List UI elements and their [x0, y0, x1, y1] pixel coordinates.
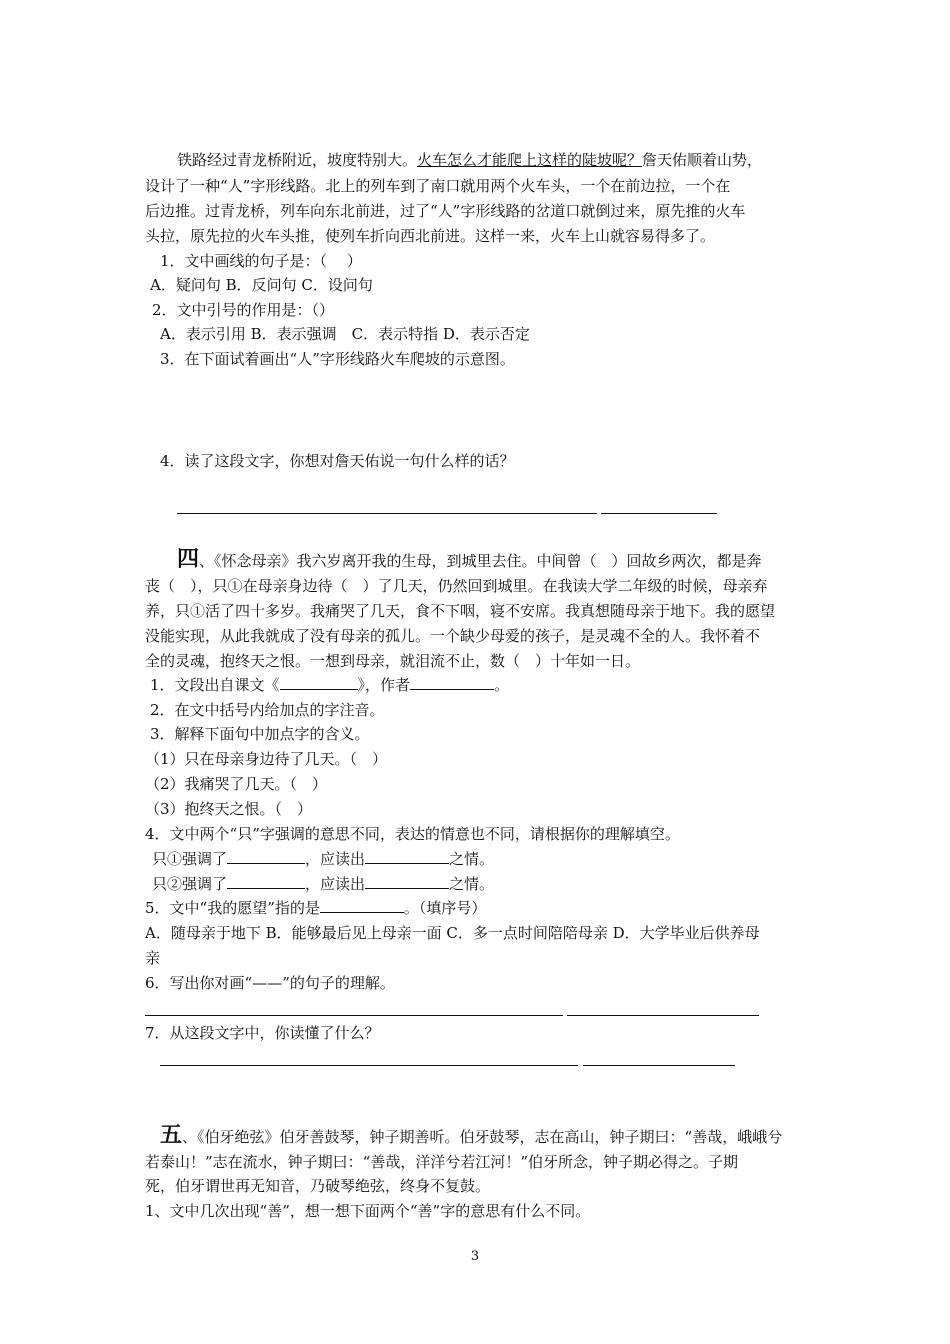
fill-blank[interactable]	[365, 872, 449, 889]
s4-question-7: 7．从这段文字中，你读懂了什么？	[145, 1024, 380, 1042]
s3-para-line-1	[177, 148, 857, 172]
page-number: 3	[470, 1249, 480, 1264]
s4-para-line-3: 养，只①活了四十多岁。我痛哭了几天，食不下咽，寝不安席。我真想随母亲于地下。我的愿望	[145, 602, 776, 620]
s3-answer-line[interactable]	[601, 513, 717, 514]
s5-para-text: 、《伯牙绝弦》伯牙善鼓琴，钟子期善听。伯牙鼓琴，志在高山，钟子期曰：“善哉，峨峨兮	[182, 1128, 783, 1146]
s4-question-3-1: （1）只在母亲身边待了几天。（ ）	[145, 750, 388, 768]
s5-para-line-2: 若泰山！”志在流水，钟子期曰：“善哉，洋洋兮若江河！”伯牙所念，钟子期必得之。子期	[145, 1153, 739, 1171]
s4-q7-answer-line[interactable]	[583, 1065, 735, 1066]
s4-question-4: 4．文中两个“只”字强调的意思不同，表达的情意也不同，请根据你的理解填空。	[145, 825, 680, 843]
s3-para-line-2: 设计了一种“人”字形线路。北上的列车到了南口就用两个火车头，一个在前边拉，一个在	[145, 177, 731, 195]
s4-q4-text: ，应读出	[305, 875, 366, 893]
s4-para-line-4: 没能实现，从此我就成了没有母亲的孤儿。一个缺少母爱的孩子，是灵魂不全的人。我怀着不	[145, 627, 761, 645]
s4-q4-text: 之情。	[449, 850, 495, 868]
s4-question-4-fill-1	[152, 847, 832, 871]
s4-para-line-5: 全的灵魂，抱终天之恨。一想到母亲，就泪流不止，数（ ）十年如一日。	[145, 652, 641, 670]
fill-blank[interactable]	[365, 847, 449, 864]
s4-q5-text: 。（填序号）	[403, 899, 487, 917]
s5-question-1: 1、文中几次出现“善”，想一想下面两个“善”字的意思有什么不同。	[145, 1202, 591, 1220]
s4-question-1	[150, 673, 830, 697]
s3-question-4: 4．读了这段文字，你想对詹天佑说一句什么样的话？	[160, 452, 515, 470]
s3-question-1-options: A．疑问句 B．反问句 C．设问句	[150, 276, 373, 294]
s4-question-4-fill-2	[152, 872, 832, 896]
fill-blank[interactable]	[227, 872, 305, 889]
s4-q6-answer-line[interactable]	[567, 1015, 759, 1016]
s4-q1-text: 》，作者	[357, 676, 411, 694]
s4-question-3-3: （3）抱终天之恨。（ ）	[145, 800, 313, 818]
underlined-sentence: 火车怎么才能爬上这样的陡坡呢？	[417, 151, 643, 169]
s4-q5-text: 5．文中“我的愿望”指的是	[145, 899, 320, 917]
s4-q7-answer-line[interactable]	[160, 1065, 578, 1066]
fill-blank[interactable]	[227, 847, 305, 864]
s5-heading-line	[160, 1120, 840, 1152]
s4-q4-text: ，应读出	[305, 850, 366, 868]
s3-para-line-3: 后边推。过青龙桥，列车向东北前进，过了“人”字形线路的岔道口就倒过来，原先推的火车	[145, 202, 746, 220]
s3-question-2: 2．文中引号的作用是：（）	[152, 301, 335, 319]
s4-q4-text: 只①强调了	[152, 850, 228, 868]
s4-question-5	[145, 896, 825, 920]
s4-para-text: 、《怀念母亲》我六岁离开我的生母，到城里去住。中间曾（ ）回故乡两次，都是奔	[199, 552, 762, 570]
s4-question-3-2: （2）我痛哭了几天。（ ）	[145, 775, 328, 793]
author-blank[interactable]	[410, 673, 494, 690]
s4-heading-line	[177, 544, 857, 576]
s4-q4-text: 之情。	[449, 875, 495, 893]
s4-para-line-2: 丧（ ），只①在母亲身边待（ ）了几天，仍然回到城里。在我读大学二年级的时候，母亲弃	[145, 577, 768, 595]
s3-question-3: 3．在下面试着画出“人”字形线路火车爬坡的示意图。	[160, 350, 515, 368]
s3-para-text: 铁路经过青龙桥附近，坡度特别大。	[177, 151, 418, 169]
s3-answer-line[interactable]	[177, 513, 597, 514]
section-number-5: 五	[160, 1122, 183, 1148]
s3-para-text: 詹天佑顺着山势，	[642, 151, 763, 169]
s3-question-1: 1．文中画线的句子是：（ ）	[160, 252, 362, 270]
s4-question-6: 6．写出你对画“——”的句子的理解。	[145, 974, 395, 992]
s4-question-3: 3．解释下面句中加点字的含义。	[150, 725, 370, 743]
lesson-title-blank[interactable]	[280, 673, 358, 690]
s4-q4-text: 只②强调了	[152, 875, 228, 893]
fill-blank[interactable]	[320, 896, 404, 913]
s4-q6-answer-line[interactable]	[145, 1015, 563, 1016]
s3-question-2-options: A．表示引用 B．表示强调 C．表示特指 D．表示否定	[160, 325, 530, 343]
s4-question-2: 2．在文中括号内给加点的字注音。	[150, 701, 385, 719]
section-number-4: 四	[177, 546, 200, 572]
s4-q1-text: 。	[494, 676, 510, 694]
s4-q1-text: 1．文段出自课文《	[150, 676, 280, 694]
s5-para-line-3: 死，伯牙谓世再无知音，乃破琴绝弦，终身不复鼓。	[145, 1177, 491, 1195]
s4-question-5-options-cont: 亲	[145, 949, 161, 967]
s4-question-5-options: A．随母亲于地下 B．能够最后见上母亲一面 C．多一点时间陪陪母亲 D．大学毕业后供养母	[145, 924, 760, 942]
s3-para-line-4: 头拉，原先拉的火车头推，使列车折向西北前进。这样一来，火车上山就容易得多了。	[145, 227, 716, 245]
